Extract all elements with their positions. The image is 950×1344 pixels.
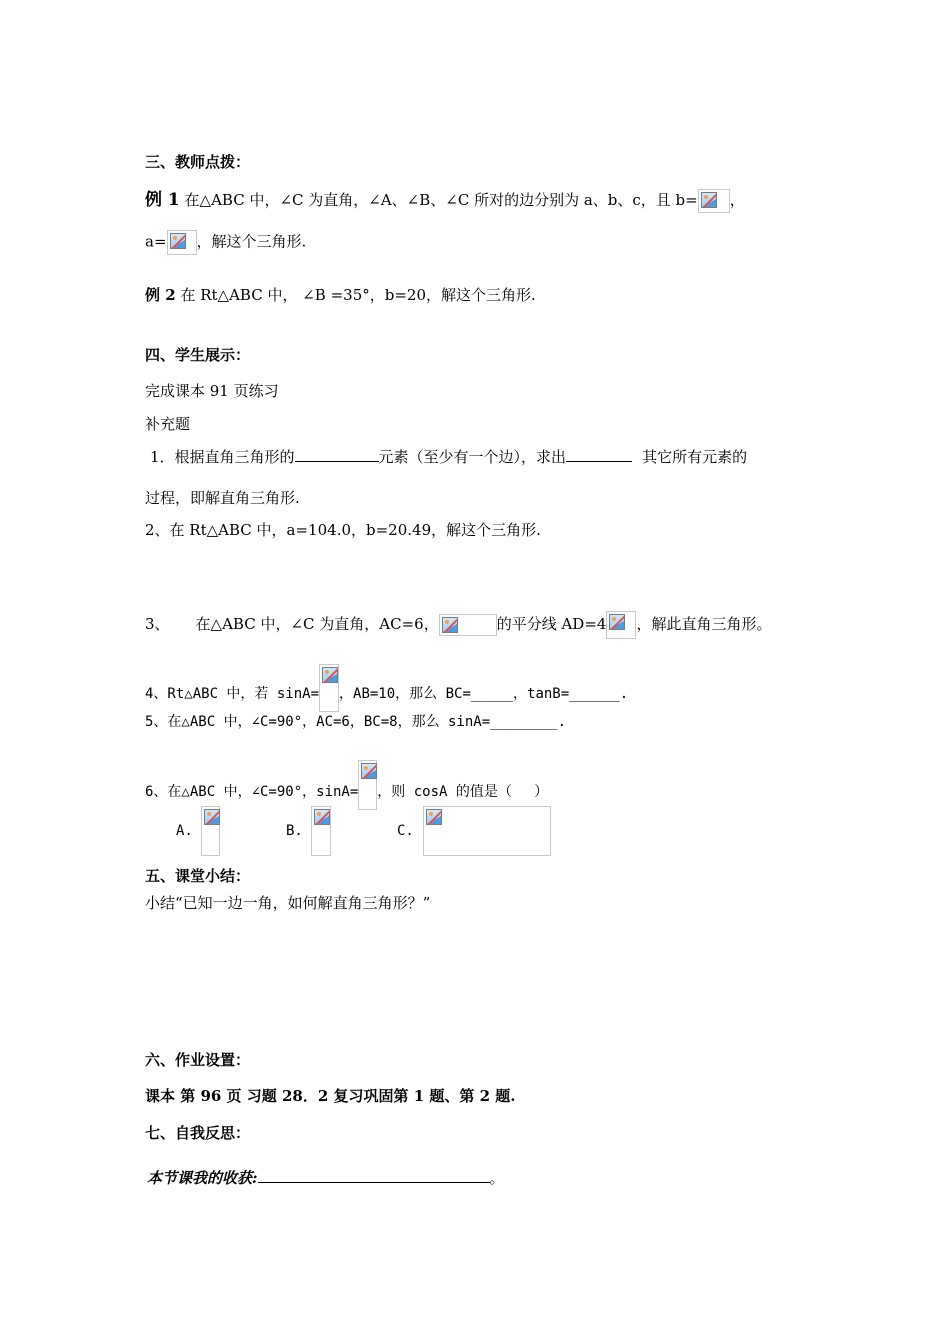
example-1-line-2: [145, 230, 306, 255]
broken-image-icon: [701, 192, 717, 208]
example-1-label: 例 1: [145, 190, 180, 210]
broken-image-icon: [442, 617, 458, 633]
question-3: [145, 611, 771, 639]
broken-image-icon: [609, 614, 625, 630]
question-4-part-a: 4、Rt△ABC 中，若 sinA=: [145, 686, 320, 702]
question-5: 5、在△ABC 中，∠C=90°，AC=6，BC=8，那么 sinA=________.: [145, 714, 567, 730]
question-6: [145, 760, 548, 810]
broken-image-icon: [204, 809, 220, 825]
supplement-heading: 补充题: [145, 415, 191, 433]
option-c-label: C.: [397, 823, 414, 839]
formula-image-angle: [439, 614, 497, 636]
example-1-line-1: [145, 189, 745, 213]
question-1-part-c: 其它所有元素的: [642, 448, 748, 466]
example-1-text: 在△ABC 中，∠C 为直角，∠A、∠B、∠C 所对的边分别为 a、b、c，且 b=: [184, 191, 698, 209]
example-1-comma: ，: [729, 191, 745, 209]
homework-text: 课本 第 96 页 习题 28．2 复习巩固第 1 题、第 2 题.: [145, 1087, 516, 1105]
blank-2: [566, 446, 632, 462]
example-2-text: 在 Rt△ABC 中， ∠B =35°，b=20，解这个三角形.: [180, 286, 536, 304]
question-3-part-b: 在△ABC 中，∠C 为直角，AC=6，: [195, 615, 439, 633]
section-3-heading: 三、教师点拨：: [145, 153, 251, 171]
option-a-image: [201, 806, 220, 856]
reflection-end: 。: [489, 1169, 505, 1187]
question-1-part-b: 元素（至少有一个边），求出: [378, 448, 567, 466]
option-c-image: [423, 806, 551, 856]
broken-image-icon: [314, 809, 330, 825]
question-1-part-a: 1．根据直角三角形的: [150, 448, 295, 466]
example-2: [145, 285, 536, 305]
example-1-end: ，解这个三角形.: [196, 232, 307, 251]
question-1: [150, 446, 747, 467]
formula-image-a: [167, 230, 197, 255]
formula-image-sina: [319, 664, 339, 712]
reflection-blank: [258, 1167, 490, 1183]
section-4-heading: 四、学生展示：: [145, 346, 251, 364]
broken-image-icon: [170, 233, 186, 249]
section-5-heading: 五、课堂小结：: [145, 867, 251, 885]
question-1-continued: 过程，即解直角三角形.: [145, 489, 300, 507]
broken-image-icon: [361, 763, 377, 779]
option-b-label: B.: [286, 823, 303, 839]
section-6-heading: 六、作业设置：: [145, 1051, 251, 1069]
broken-image-icon: [322, 667, 338, 683]
reflection-line: [147, 1167, 505, 1188]
practice-line: 完成课本 91 页练习: [145, 382, 279, 400]
formula-image-ad: [606, 611, 636, 639]
question-3-number: 3、: [145, 615, 170, 633]
formula-image-sina-6: [358, 760, 377, 810]
option-a-label: A.: [176, 823, 193, 839]
question-6-part-b: ，则 cosA 的值是（ ）: [377, 784, 549, 800]
question-3-part-c: 的平分线 AD=4: [496, 615, 607, 633]
question-4: [145, 664, 628, 712]
section-7-heading: 七、自我反思：: [145, 1124, 251, 1142]
broken-image-icon: [426, 809, 442, 825]
example-2-label: 例 2: [145, 286, 176, 304]
formula-image-b: [698, 189, 730, 213]
question-3-part-d: ，解此直角三角形。: [636, 615, 772, 633]
question-6-part-a: 6、在△ABC 中，∠C=90°，sinA=: [145, 784, 359, 800]
question-2: 2、在 Rt△ABC 中，a=104.0，b=20.49，解这个三角形.: [145, 521, 541, 539]
option-b-image: [311, 806, 331, 856]
summary-text: 小结“已知一边一角，如何解直角三角形？”: [145, 894, 431, 912]
example-1-a-label: a=: [145, 232, 167, 251]
reflection-label: 本节课我的收获:: [147, 1169, 258, 1187]
question-4-part-b: ，AB=10，那么 BC=_____，tanB=______.: [339, 686, 629, 702]
blank-1: [295, 446, 379, 462]
